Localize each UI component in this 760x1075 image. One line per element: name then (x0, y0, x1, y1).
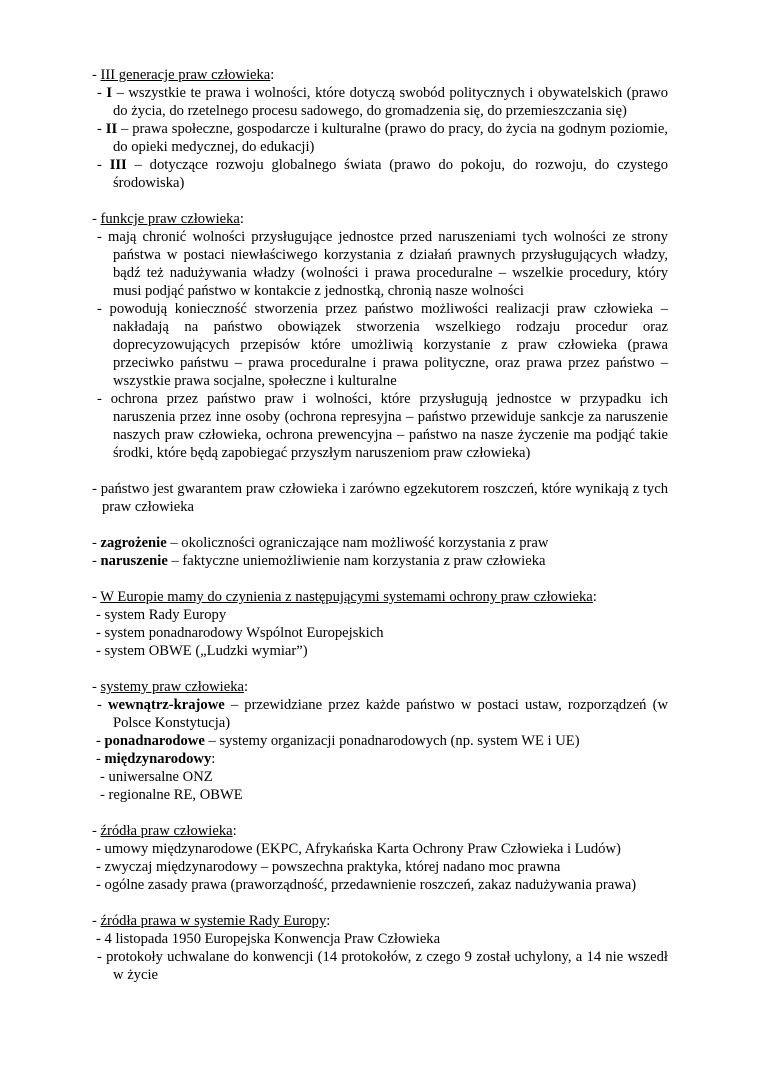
source-item: - umowy międzynarodowe (EKPC, Afrykańska Karta Ochrony Praw Człowieka i Ludów) (96, 841, 621, 857)
system-subitem: - uniwersalne ONZ (100, 769, 213, 785)
functions-heading: - funkcje praw człowieka: (92, 211, 244, 227)
system-subitem: - regionalne RE, OBWE (100, 787, 243, 803)
system-item: - wewnątrz-krajowe – przewidziane przez każde państwo w postaci ustaw, rozporządzeń (w Polsce Konstytucja) (97, 697, 668, 731)
coe-source-item: - 4 listopada 1950 Europejska Konwencja Praw Człowieka (96, 931, 441, 947)
generation-item: - III – dotyczące rozwoju globalnego świata (prawo do pokoju, do rozwoju, do czystego środowiska) (97, 157, 668, 191)
guarantor-paragraph: - państwo jest gwarantem praw człowieka i zarówno egzekutorem roszczeń, które wynikają z tych praw człowieka (92, 481, 669, 515)
source-item: - zwyczaj międzynarodowy – powszechna praktyka, której nadano moc prawna (96, 859, 561, 875)
system-item: - międzynarodowy: (96, 751, 216, 767)
generation-item: - I – wszystkie te prawa i wolności, które dotyczą swobód politycznych i obywatelskich (prawo do życia, do rzetelnego procesu sadowego, do gromadzenia się, do przemieszczania się) (97, 85, 668, 119)
violation-definition: - naruszenie – faktyczne uniemożliwienie nam korzystania z praw człowieka (92, 553, 546, 569)
coe-sources-heading: - źródła prawa w systemie Rady Europy: (92, 913, 331, 929)
europe-heading: - W Europie mamy do czynienia z następującymi systemami ochrony praw człowieka: (92, 589, 597, 605)
generations-heading: - III generacje praw człowieka: (92, 67, 275, 83)
function-item: - powodują konieczność stworzenia przez państwo możliwości realizacji praw człowieka – nakładają na państwo obowiązek stworzenia wszelkiego rodzaju procedur oraz doprecyzowujących przepisów które umożliwią korzystanie z praw człowieka (prawa przeciwko państwu – prawa proceduralne i prawa polityczne, oraz prawa przez państwo – wszystkie prawa socjalne, społeczne i kulturalne (97, 301, 668, 389)
system-item: - ponadnarodowe – systemy organizacji ponadnarodowych (np. system WE i UE) (96, 733, 580, 749)
europe-item: - system Rady Europy (96, 607, 227, 623)
generation-item: - II – prawa społeczne, gospodarcze i kulturalne (prawo do pracy, do życia na godnym poziomie, do opieki medycznej, do edukacji) (97, 121, 668, 155)
europe-item: - system OBWE („Ludzki wymiar”) (96, 643, 308, 659)
europe-item: - system ponadnarodowy Wspólnot Europejskich (96, 625, 384, 641)
sources-heading: - źródła praw człowieka: (92, 823, 237, 839)
threat-definition: - zagrożenie – okoliczności ograniczające nam możliwość korzystania z praw (92, 535, 549, 551)
systems-heading: - systemy praw człowieka: (92, 679, 249, 695)
source-item: - ogólne zasady prawa (praworządność, przedawnienie roszczeń, zakaz nadużywania prawa) (96, 877, 637, 893)
function-item: - mają chronić wolności przysługujące jednostce przed naruszeniami tych wolności ze strony państwa w postaci niewłaściwego korzystania z działań prawnych przysługujących władzy, bądź też nadużywania władzy (wolności i prawa proceduralne – wszelkie procedury, który musi podjąć państwo w kontakcie z jednostką, chronią nasze wolności (97, 229, 668, 299)
function-item: - ochrona przez państwo praw i wolności, które przysługują jednostce w przypadku ich naruszenia przez inne osoby (ochrona represyjna – państwo przewiduje sankcje za naruszenie naszych praw człowieka, ochrona prewencyjna – państwo na nasze życzenie ma podjąć takie środki, które będą zapobiegać przyszłym naruszeniom praw człowieka) (97, 391, 668, 461)
coe-source-item: - protokoły uchwalane do konwencji (14 protokołów, z czego 9 został uchylony, a 14 nie wszedł w życie (97, 949, 668, 983)
